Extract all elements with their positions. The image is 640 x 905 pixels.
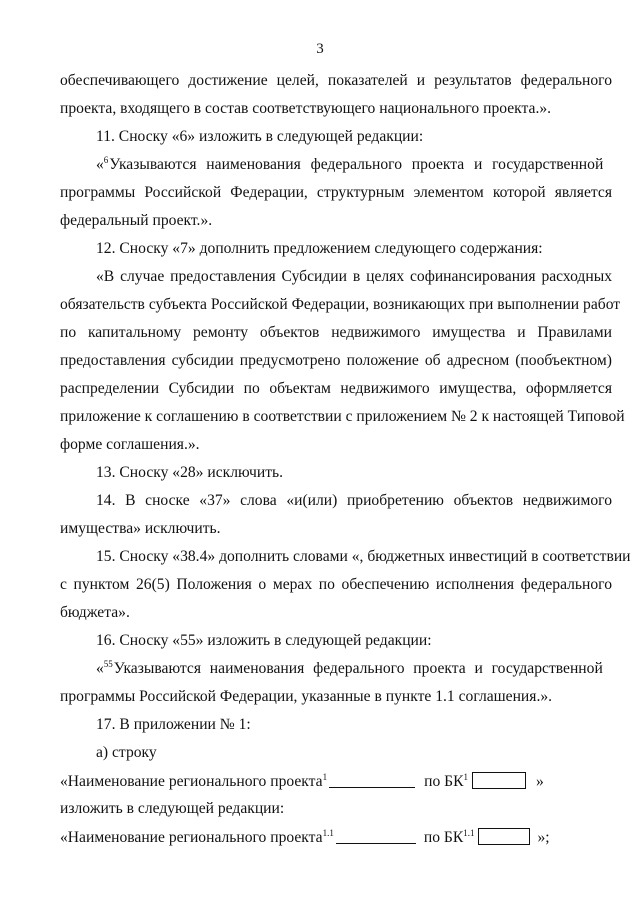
text-line: 13. Сноску «28» исключить. (96, 464, 284, 481)
text-fragment: по БК (423, 829, 464, 846)
page-number: 3 (316, 41, 324, 57)
text-line: федеральный проект.». (60, 212, 213, 229)
footnote-mark: 6 (103, 155, 109, 165)
footnote-mark: 1 (322, 772, 328, 782)
blank-line (329, 773, 415, 788)
text-line: форме соглашения.». (60, 436, 200, 453)
text-line: имущества» исключить. (60, 520, 221, 537)
text-line: проекта, входящего в состав соответствующего национального проекта.». (60, 100, 552, 117)
quote-close: »; (537, 829, 550, 846)
text-line: «В случае предоставления Субсидии в целях софинансирования расходных (96, 268, 612, 285)
blank-line (336, 829, 416, 844)
text-fragment: по БК (424, 773, 464, 790)
text-line: предоставления субсидии предусмотрено положение об адресном (пообъектном) (60, 352, 612, 369)
text-line: 16. Сноску «55» изложить в следующей редакции: (96, 632, 432, 649)
text-line: бюджета». (60, 604, 130, 621)
form-line-regional-project (60, 772, 612, 791)
form-line-regional-project-new (60, 828, 612, 847)
footnote-6-text-line (96, 156, 612, 174)
text-line: а) строку (96, 744, 157, 761)
text-line: обеспечивающего достижение целей, показателей и результатов федерального (60, 72, 612, 89)
footnote-mark: 1.1 (322, 828, 334, 838)
text-line: распределении Субсидии по объектам недвижимого имущества, оформляется (60, 380, 612, 397)
text-line: по капитальному ремонту объектов недвижимого имущества и Правилами (60, 324, 612, 341)
quote-open: « (96, 156, 104, 173)
text-line: 14. В сноске «37» слова «и(или) приобретению объектов недвижимого (96, 492, 612, 509)
text-line: 17. В приложении № 1: (96, 716, 251, 733)
text-fragment: Указываются наименования федерального проекта и государственной (113, 660, 603, 677)
text-fragment: «Наименование регионального проекта (60, 829, 323, 846)
footnote-mark: 1.1 (463, 828, 475, 838)
footnote-55-text-line (96, 660, 612, 678)
empty-box (478, 828, 530, 845)
text-fragment: «Наименование регионального проекта (60, 773, 323, 790)
text-line: программы Российской Федерации, структурным элементом которой является (60, 184, 612, 201)
text-line: с пунктом 26(5) Положения о мерах по обеспечению исполнения федерального (60, 576, 612, 593)
footnote-mark: 1 (463, 772, 468, 782)
text-line: изложить в следующей редакции: (60, 800, 285, 817)
text-line: 15. Сноску «38.4» дополнить словами «, бюджетных инвестиций в соответствии (96, 548, 631, 565)
empty-box (472, 772, 526, 789)
text-line: приложение к соглашению в соответствии с приложением № 2 к настоящей Типовой (60, 408, 625, 425)
text-line: 12. Сноску «7» дополнить предложением следующего содержания: (96, 240, 543, 257)
text-line: обязательств субъекта Российской Федерации, возникающих при выполнении работ (60, 296, 621, 313)
footnote-mark: 55 (103, 659, 113, 669)
text-fragment: Указываются наименования федерального проекта и государственной (109, 156, 604, 173)
quote-close: » (536, 773, 544, 790)
text-line: 11. Сноску «6» изложить в следующей редакции: (96, 128, 424, 145)
quote-open: « (96, 660, 104, 677)
text-line: программы Российской Федерации, указанные в пункте 1.1 соглашения.». (60, 688, 553, 705)
